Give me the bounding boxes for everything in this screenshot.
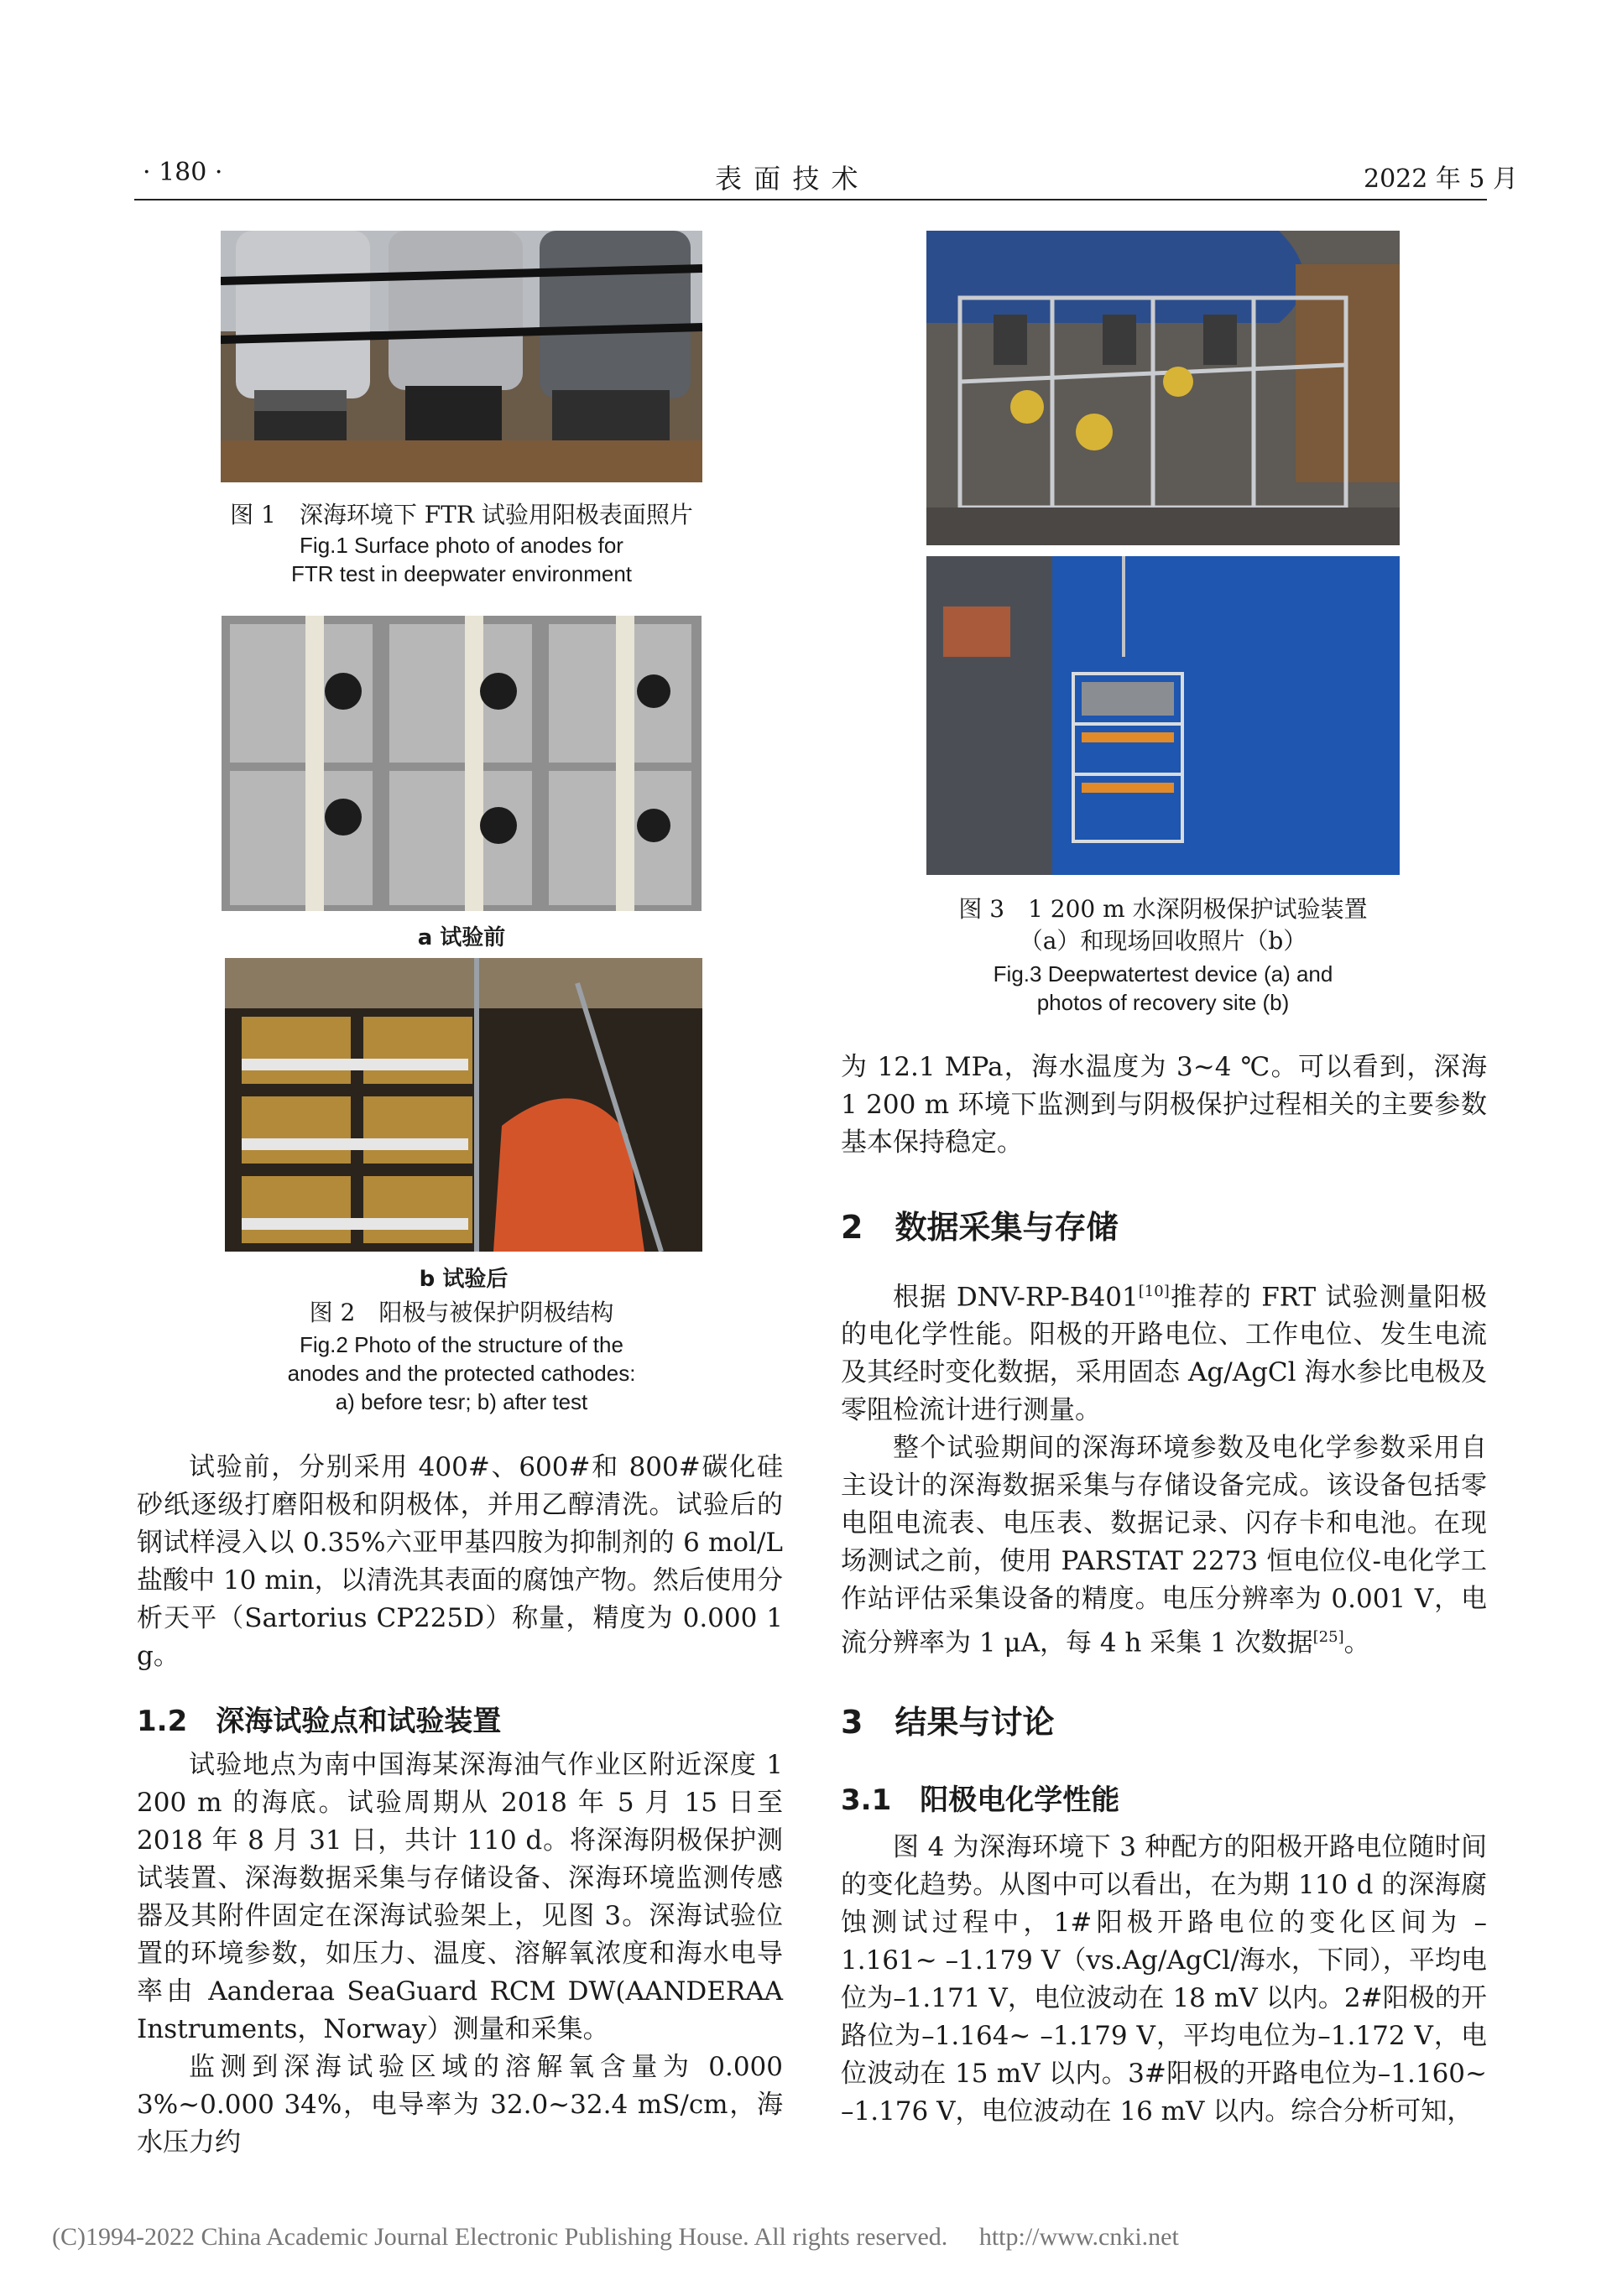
- ref-10: [10]: [1138, 1283, 1170, 1300]
- fig2b-after-test-photo: [225, 958, 702, 1252]
- section-2-heading: 2 数据采集与存储: [841, 1209, 1119, 1246]
- fig2-caption-en-2: anodes and the protected cathodes:: [287, 1361, 636, 1386]
- fig2a-before-test-photo: [222, 616, 702, 911]
- issue-date: 2022 年 5 月: [1364, 164, 1519, 194]
- journal-title: 表 面 技 术: [715, 163, 860, 195]
- fig2-caption-en-3: a) before tesr; b) after test: [335, 1389, 588, 1414]
- footer: [52, 2223, 1179, 2252]
- section-3-heading: 3 结果与讨论: [841, 1704, 1055, 1741]
- fig3-caption-en-1: Fig.3 Deepwatertest device (a) and: [993, 961, 1333, 987]
- fig1-caption-en-2: FTR test in deepwater environment: [290, 561, 633, 586]
- fig1-caption-cn: 图 1 深海环境下 FTR 试验用阳极表面照片: [230, 501, 693, 528]
- right-para-4: 图 4 为深海环境下 3 种配方的阳极开路电位随时间的变化趋势。从图中可以看出，在为期 110 d 的深海腐蚀测试过程中，1#阳极开路电位的变化区间为 –1.161~ –1.179 V（vs.Ag/AgCl/海水，下同），平均电位为–1.171 V，电位波动在 18 mV 以内。2#阳极的开路位为–1.164~ –1.179 V，平均电位为–1.172 V，电位波动在 15 mV 以内。3#阳极的开路电位为–1.160~ –1.176 V，电位波动在 16 mV 以内。综合分析可知，: [841, 1832, 1487, 2127]
- left-para-1: 试验前，分别采用 400#、600#和 800#碳化硅砂纸逐级打磨阳极和阴极体，并用乙醇清洗。试验后的钢试样浸入以 0.35%六亚甲基四胺为抑制剂的 6 mol/L 盐酸中 10 min，以清洗其表面的腐蚀产物。然后使用分析天平（Sartorius CP225D）称量，精度为 0.000 1 g。: [137, 1452, 783, 1671]
- cnki-url: http://www.cnki.net: [978, 2223, 1179, 2251]
- fig3-caption-cn-1: 图 3 1 200 m 水深阴极保护试验装置: [958, 895, 1368, 923]
- section-3-1-heading: 3.1 阳极电化学性能: [841, 1783, 1120, 1817]
- copyright-text: (C)1994-2022 China Academic Journal Electronic Publishing House. All rights reserved.: [52, 2223, 948, 2251]
- fig1-anodes-photo: [221, 231, 702, 482]
- fig3-caption-cn-2: （a）和现场回收照片（b）: [1019, 927, 1307, 955]
- right-para-3: 整个试验期间的深海环境参数及电化学参数采用自主设计的深海数据采集与存储设备完成。该设备包括零电阻电流表、电压表、数据记录、闪存卡和电池。在现场测试之前，使用 PARSTAT 2273 恒电位仪-电化学工作站评估采集设备的精度。电压分辨率为 0.001 V，电流分辨率为 1 μA，每 4 h 采集 1 次数据[25]。: [841, 1433, 1487, 1658]
- fig2a-label: a 试验前: [417, 925, 506, 950]
- fig2b-label: b 试验后: [419, 1267, 509, 1292]
- right-para-2: 根据 DNV-RP-B401[10]推荐的 FRT 试验测量阳极的电化学性能。阳极的开路电位、工作电位、发生电流及其经时变化数据，采用固态 Ag/AgCl 海水参比电极及零阻检流计进行测量。 整个试验期间的深海环境参数及电化学参数采用自主设计的深海数据采集与存储设备完成。该设备包括零电阻电流表、电压表、数据记录、闪存卡和电池。在现场测试之前，使用 PARSTAT 2273 恒电位仪-电化学工作站评估采集设备的精度。电压分辨率为 0.001 V，电流分辨率为 1 μA，每 4 h 采集 1 次数据[25]。: [841, 1273, 1487, 1663]
- ref-25: [25]: [1312, 1628, 1344, 1647]
- page-number: · 180 ·: [143, 158, 223, 187]
- right-para-1: 为 12.1 MPa，海水温度为 3~4 ℃。可以看到，深海 1 200 m 环境下监测到与阴极保护过程相关的主要参数基本保持稳定。: [841, 1052, 1487, 1158]
- fig3-caption-en-2: photos of recovery site (b): [1036, 990, 1290, 1015]
- fig2-caption-en-1: Fig.2 Photo of the structure of the: [300, 1332, 623, 1357]
- left-para-3: 监测到深海试验区域的溶解氧含量为 0.000 3%~0.000 34%，电导率为 32.0~32.4 mS/cm，海水压力约: [137, 2052, 783, 2158]
- fig2-caption-cn: 图 2 阳极与被保护阴极结构: [309, 1299, 614, 1326]
- fig3b-recovery-site-photo: [926, 556, 1400, 875]
- fig1-caption-en-1: Fig.1 Surface photo of anodes for: [300, 533, 623, 558]
- left-para-2: 试验地点为南中国海某深海油气作业区附近深度 1 200 m 的海底。试验周期从 2018 年 5 月 15 日至 2018 年 8 月 31 日，共计 110 d。将深海阴极保护测试装置、深海数据采集与存储设备、深海环境监测传感器及其附件固定在深海试验架上，见图 3。深海试验位置的环境参数，如压力、温度、溶解氧浓度和海水电导率由 Aanderaa SeaGuard RCM DW(AANDERAA Instruments，Norway）测量和采集。 监测到深海试验区域的溶解氧含量为 0.000 3%~0.000 34%，电导率为 32.0~32.4 mS/cm，海水压力约: [137, 1747, 783, 2162]
- fig3a-test-device-photo: [926, 231, 1400, 545]
- header-rule: [134, 199, 1487, 200]
- section-1-2-heading: 1.2 深海试验点和试验装置: [137, 1705, 502, 1738]
